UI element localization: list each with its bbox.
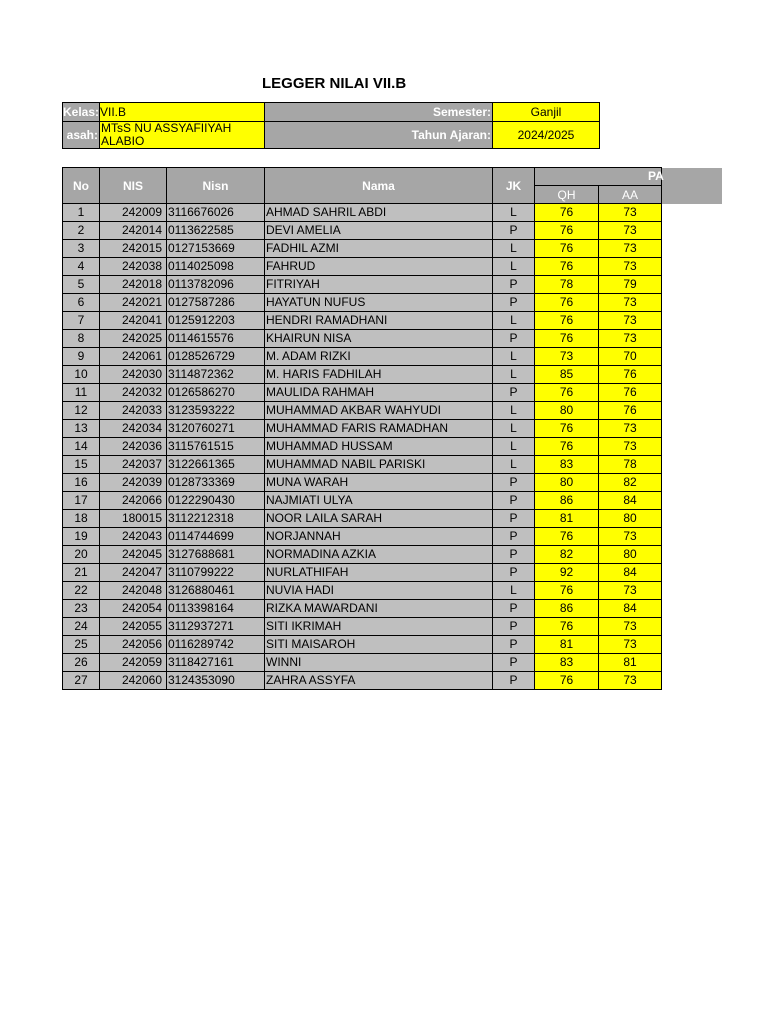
cell-aa[interactable]: 70 — [599, 348, 662, 366]
cell-nisn[interactable]: 0116289742 — [167, 636, 265, 654]
cell-nama[interactable]: SITI IKRIMAH — [265, 618, 493, 636]
cell-jk[interactable]: P — [493, 618, 535, 636]
cell-nama[interactable]: M. HARIS FADHILAH — [265, 366, 493, 384]
table-row[interactable] — [63, 204, 662, 222]
cell-no[interactable]: 12 — [63, 402, 100, 420]
table-row[interactable] — [63, 474, 662, 492]
table-row[interactable] — [63, 240, 662, 258]
cell-qh[interactable]: 76 — [535, 582, 599, 600]
cell-nama[interactable]: FAHRUD — [265, 258, 493, 276]
cell-nis[interactable]: 242055 — [100, 618, 167, 636]
header-group-cell — [535, 168, 662, 186]
cell-jk[interactable]: L — [493, 402, 535, 420]
cell-nisn[interactable]: 0114615576 — [167, 330, 265, 348]
cell-nisn[interactable]: 0114025098 — [167, 258, 265, 276]
cell-jk[interactable]: P — [493, 384, 535, 402]
cell-nama[interactable]: MUHAMMAD NABIL PARISKI — [265, 456, 493, 474]
cell-nisn[interactable]: 3126880461 — [167, 582, 265, 600]
cell-jk[interactable]: L — [493, 420, 535, 438]
header-nisn[interactable]: Nisn — [167, 168, 265, 204]
table-row[interactable] — [63, 294, 662, 312]
grades-body — [63, 204, 662, 690]
cell-nis[interactable]: 242054 — [100, 600, 167, 618]
cell-jk[interactable]: L — [493, 240, 535, 258]
cell-nis[interactable]: 242025 — [100, 330, 167, 348]
table-row[interactable] — [63, 600, 662, 618]
cell-qh[interactable]: 86 — [535, 600, 599, 618]
cell-nis[interactable]: 242061 — [100, 348, 167, 366]
cell-jk[interactable]: P — [493, 672, 535, 690]
cell-nis[interactable]: 242009 — [100, 204, 167, 222]
cell-nama[interactable]: DEVI AMELIA — [265, 222, 493, 240]
cell-nama[interactable]: NOOR LAILA SARAH — [265, 510, 493, 528]
grades-table — [62, 167, 662, 690]
cell-nis[interactable]: 242033 — [100, 402, 167, 420]
cell-no[interactable]: 19 — [63, 528, 100, 546]
cell-nisn[interactable]: 3114872362 — [167, 366, 265, 384]
cell-no[interactable]: 3 — [63, 240, 100, 258]
cell-aa[interactable]: 73 — [599, 420, 662, 438]
cell-nama[interactable]: HAYATUN NUFUS — [265, 294, 493, 312]
cell-nisn[interactable]: 0113622585 — [167, 222, 265, 240]
cell-qh[interactable]: 76 — [535, 618, 599, 636]
cell-jk[interactable]: L — [493, 348, 535, 366]
cell-aa[interactable]: 73 — [599, 204, 662, 222]
cell-jk[interactable]: P — [493, 600, 535, 618]
cell-aa[interactable]: 84 — [599, 492, 662, 510]
cell-nama[interactable]: M. ADAM RIZKI — [265, 348, 493, 366]
cell-jk[interactable]: P — [493, 492, 535, 510]
cell-nis[interactable]: 242018 — [100, 276, 167, 294]
cell-jk[interactable]: P — [493, 564, 535, 582]
cell-aa[interactable]: 80 — [599, 546, 662, 564]
cell-no[interactable]: 23 — [63, 600, 100, 618]
cell-aa[interactable]: 76 — [599, 366, 662, 384]
cell-no[interactable]: 5 — [63, 276, 100, 294]
cell-no[interactable]: 25 — [63, 636, 100, 654]
cell-nisn[interactable]: 3122661365 — [167, 456, 265, 474]
cell-nisn[interactable]: 0127153669 — [167, 240, 265, 258]
info-row-madrasah — [63, 122, 600, 149]
cell-aa[interactable]: 76 — [599, 402, 662, 420]
tahun-ajaran-label: Tahun Ajaran: — [265, 122, 493, 149]
cell-jk[interactable]: P — [493, 510, 535, 528]
cell-aa[interactable]: 84 — [599, 600, 662, 618]
page-title: LEGGER NILAI VII.B — [262, 75, 407, 92]
cell-nisn[interactable]: 0126586270 — [167, 384, 265, 402]
cell-jk[interactable]: L — [493, 456, 535, 474]
cell-nama[interactable]: NORJANNAH — [265, 528, 493, 546]
cell-nama[interactable]: NORMADINA AZKIA — [265, 546, 493, 564]
cell-no[interactable]: 9 — [63, 348, 100, 366]
cell-aa[interactable]: 73 — [599, 294, 662, 312]
table-row[interactable] — [63, 618, 662, 636]
cell-nis[interactable]: 242036 — [100, 438, 167, 456]
cell-qh[interactable]: 76 — [535, 672, 599, 690]
cell-nisn[interactable]: 3110799222 — [167, 564, 265, 582]
cell-qh[interactable]: 73 — [535, 348, 599, 366]
table-row[interactable] — [63, 654, 662, 672]
cell-qh[interactable]: 85 — [535, 366, 599, 384]
cell-jk[interactable]: P — [493, 636, 535, 654]
table-row[interactable] — [63, 384, 662, 402]
cell-nama[interactable]: MUHAMMAD FARIS RAMADHAN — [265, 420, 493, 438]
cell-no[interactable]: 17 — [63, 492, 100, 510]
cell-nis[interactable]: 242034 — [100, 420, 167, 438]
cell-nis[interactable]: 242056 — [100, 636, 167, 654]
cell-nis[interactable]: 242015 — [100, 240, 167, 258]
cell-qh[interactable]: 76 — [535, 420, 599, 438]
table-row[interactable] — [63, 330, 662, 348]
cell-jk[interactable]: P — [493, 330, 535, 348]
table-row[interactable] — [63, 366, 662, 384]
cell-nis[interactable]: 242059 — [100, 654, 167, 672]
cell-no[interactable]: 18 — [63, 510, 100, 528]
cell-aa[interactable]: 73 — [599, 240, 662, 258]
cell-jk[interactable]: P — [493, 294, 535, 312]
madrasah-value[interactable]: MTsS NU ASSYAFIIYAH ALABIO — [100, 122, 265, 149]
cell-nama[interactable]: MAULIDA RAHMAH — [265, 384, 493, 402]
cell-nisn[interactable]: 3112212318 — [167, 510, 265, 528]
cell-aa[interactable]: 73 — [599, 330, 662, 348]
cell-nis[interactable]: 242066 — [100, 492, 167, 510]
madrasah-label: asah: — [63, 122, 100, 149]
cell-jk[interactable]: P — [493, 474, 535, 492]
cell-nisn[interactable]: 3123593222 — [167, 402, 265, 420]
cell-no[interactable]: 24 — [63, 618, 100, 636]
cell-aa[interactable]: 79 — [599, 276, 662, 294]
cell-qh[interactable]: 76 — [535, 294, 599, 312]
table-row[interactable] — [63, 672, 662, 690]
subject-group-label: PA — [648, 169, 664, 183]
cell-nis[interactable]: 242021 — [100, 294, 167, 312]
cell-jk[interactable]: L — [493, 312, 535, 330]
info-row-kelas — [63, 103, 600, 122]
cell-nisn[interactable]: 0114744699 — [167, 528, 265, 546]
table-row[interactable] — [63, 636, 662, 654]
cell-nisn[interactable]: 3116676026 — [167, 204, 265, 222]
cell-nama[interactable]: ZAHRA ASSYFA — [265, 672, 493, 690]
header-nama[interactable]: Nama — [265, 168, 493, 204]
cell-jk[interactable]: P — [493, 276, 535, 294]
cell-nisn[interactable]: 0127587286 — [167, 294, 265, 312]
cell-nisn[interactable]: 0128733369 — [167, 474, 265, 492]
cell-qh[interactable]: 83 — [535, 456, 599, 474]
table-row[interactable] — [63, 510, 662, 528]
cell-qh[interactable]: 76 — [535, 528, 599, 546]
cell-qh[interactable]: 76 — [535, 204, 599, 222]
table-row[interactable] — [63, 528, 662, 546]
cell-no[interactable]: 6 — [63, 294, 100, 312]
cell-nis[interactable]: 242045 — [100, 546, 167, 564]
cell-nama[interactable]: FITRIYAH — [265, 276, 493, 294]
cell-qh[interactable]: 86 — [535, 492, 599, 510]
kelas-value[interactable]: VII.B — [100, 103, 265, 122]
table-row[interactable] — [63, 222, 662, 240]
cell-nama[interactable]: FADHIL AZMI — [265, 240, 493, 258]
cell-aa[interactable]: 84 — [599, 564, 662, 582]
cell-no[interactable]: 8 — [63, 330, 100, 348]
cell-nisn[interactable]: 3115761515 — [167, 438, 265, 456]
cell-jk[interactable]: L — [493, 366, 535, 384]
cell-no[interactable]: 14 — [63, 438, 100, 456]
cell-qh[interactable]: 76 — [535, 438, 599, 456]
cell-aa[interactable]: 73 — [599, 222, 662, 240]
cell-nisn[interactable]: 0125912203 — [167, 312, 265, 330]
cell-no[interactable]: 2 — [63, 222, 100, 240]
cell-nis[interactable]: 242039 — [100, 474, 167, 492]
cell-no[interactable]: 27 — [63, 672, 100, 690]
cell-aa[interactable]: 73 — [599, 618, 662, 636]
cell-no[interactable]: 21 — [63, 564, 100, 582]
cell-nis[interactable]: 242041 — [100, 312, 167, 330]
table-row[interactable] — [63, 312, 662, 330]
cell-nisn[interactable]: 0122290430 — [167, 492, 265, 510]
cell-jk[interactable]: L — [493, 438, 535, 456]
cell-nama[interactable]: MUNA WARAH — [265, 474, 493, 492]
cell-qh[interactable]: 78 — [535, 276, 599, 294]
table-row[interactable] — [63, 258, 662, 276]
table-row[interactable] — [63, 420, 662, 438]
cell-qh[interactable]: 81 — [535, 636, 599, 654]
cell-no[interactable]: 16 — [63, 474, 100, 492]
cell-qh[interactable]: 82 — [535, 546, 599, 564]
cell-nama[interactable]: NURLATHIFAH — [265, 564, 493, 582]
cell-no[interactable]: 20 — [63, 546, 100, 564]
cell-jk[interactable]: P — [493, 528, 535, 546]
cell-no[interactable]: 10 — [63, 366, 100, 384]
cell-nama[interactable]: KHAIRUN NISA — [265, 330, 493, 348]
cell-aa[interactable]: 81 — [599, 654, 662, 672]
header-jk[interactable]: JK — [493, 168, 535, 204]
table-row[interactable] — [63, 492, 662, 510]
cell-no[interactable]: 11 — [63, 384, 100, 402]
cell-aa[interactable]: 73 — [599, 582, 662, 600]
cell-qh[interactable]: 76 — [535, 330, 599, 348]
table-row[interactable] — [63, 348, 662, 366]
cell-aa[interactable]: 73 — [599, 636, 662, 654]
table-row[interactable] — [63, 546, 662, 564]
cell-no[interactable]: 22 — [63, 582, 100, 600]
cell-nama[interactable]: NAJMIATI ULYA — [265, 492, 493, 510]
table-row[interactable] — [63, 582, 662, 600]
cell-qh[interactable]: 80 — [535, 474, 599, 492]
cell-qh[interactable]: 76 — [535, 222, 599, 240]
cell-jk[interactable]: P — [493, 654, 535, 672]
cell-aa[interactable]: 73 — [599, 312, 662, 330]
table-row[interactable] — [63, 276, 662, 294]
cell-aa[interactable]: 82 — [599, 474, 662, 492]
cell-qh[interactable]: 92 — [535, 564, 599, 582]
cell-aa[interactable]: 73 — [599, 258, 662, 276]
cell-nisn[interactable]: 3118427161 — [167, 654, 265, 672]
cell-qh[interactable]: 76 — [535, 384, 599, 402]
cell-nisn[interactable]: 3120760271 — [167, 420, 265, 438]
cell-nama[interactable]: MUHAMMAD HUSSAM — [265, 438, 493, 456]
header-qh[interactable]: QH — [535, 186, 599, 204]
cell-nisn[interactable]: 0113398164 — [167, 600, 265, 618]
cell-jk[interactable]: P — [493, 222, 535, 240]
cell-qh[interactable]: 80 — [535, 402, 599, 420]
cell-nis[interactable]: 242032 — [100, 384, 167, 402]
cell-no[interactable]: 1 — [63, 204, 100, 222]
cell-qh[interactable]: 81 — [535, 510, 599, 528]
cell-nis[interactable]: 242048 — [100, 582, 167, 600]
info-table — [62, 102, 600, 149]
cell-nis[interactable]: 242060 — [100, 672, 167, 690]
semester-label: Semester: — [265, 103, 493, 122]
cell-aa[interactable]: 80 — [599, 510, 662, 528]
cell-nama[interactable]: AHMAD SAHRIL ABDI — [265, 204, 493, 222]
cell-jk[interactable]: L — [493, 204, 535, 222]
cell-nama[interactable]: HENDRI RAMADHANI — [265, 312, 493, 330]
cell-nis[interactable]: 242043 — [100, 528, 167, 546]
tahun-ajaran-value[interactable]: 2024/2025 — [493, 122, 600, 149]
cell-nis[interactable]: 242014 — [100, 222, 167, 240]
cell-nama[interactable]: NUVIA HADI — [265, 582, 493, 600]
cell-nis[interactable]: 180015 — [100, 510, 167, 528]
cell-nama[interactable]: MUHAMMAD AKBAR WAHYUDI — [265, 402, 493, 420]
cell-jk[interactable]: L — [493, 258, 535, 276]
cell-aa[interactable]: 73 — [599, 672, 662, 690]
cell-nama[interactable]: SITI MAISAROH — [265, 636, 493, 654]
semester-value[interactable]: Ganjil — [493, 103, 600, 122]
header-no[interactable]: No — [63, 168, 100, 204]
cell-nis[interactable]: 242038 — [100, 258, 167, 276]
cell-qh[interactable]: 76 — [535, 240, 599, 258]
header-nis[interactable]: NIS — [100, 168, 167, 204]
cell-aa[interactable]: 78 — [599, 456, 662, 474]
cell-nisn[interactable]: 3112937271 — [167, 618, 265, 636]
cell-no[interactable]: 26 — [63, 654, 100, 672]
cell-nis[interactable]: 242030 — [100, 366, 167, 384]
cell-nama[interactable]: WINNI — [265, 654, 493, 672]
cell-nisn[interactable]: 3124353090 — [167, 672, 265, 690]
cell-no[interactable]: 7 — [63, 312, 100, 330]
cell-nisn[interactable]: 3127688681 — [167, 546, 265, 564]
header-aa[interactable]: AA — [599, 186, 662, 204]
header-row — [63, 168, 662, 186]
table-row[interactable] — [63, 564, 662, 582]
cell-qh[interactable]: 83 — [535, 654, 599, 672]
cell-nama[interactable]: RIZKA MAWARDANI — [265, 600, 493, 618]
table-row[interactable] — [63, 456, 662, 474]
cell-nis[interactable]: 242037 — [100, 456, 167, 474]
cell-qh[interactable]: 76 — [535, 258, 599, 276]
cell-no[interactable]: 4 — [63, 258, 100, 276]
cell-no[interactable]: 13 — [63, 420, 100, 438]
cell-aa[interactable]: 73 — [599, 438, 662, 456]
cell-jk[interactable]: P — [493, 546, 535, 564]
cell-aa[interactable]: 73 — [599, 528, 662, 546]
cell-nisn[interactable]: 0128526729 — [167, 348, 265, 366]
cell-jk[interactable]: L — [493, 582, 535, 600]
cell-no[interactable]: 15 — [63, 456, 100, 474]
table-row[interactable] — [63, 438, 662, 456]
cell-nisn[interactable]: 0113782096 — [167, 276, 265, 294]
cell-aa[interactable]: 76 — [599, 384, 662, 402]
kelas-label: Kelas: — [63, 103, 100, 122]
cell-nis[interactable]: 242047 — [100, 564, 167, 582]
cell-qh[interactable]: 76 — [535, 312, 599, 330]
table-row[interactable] — [63, 402, 662, 420]
